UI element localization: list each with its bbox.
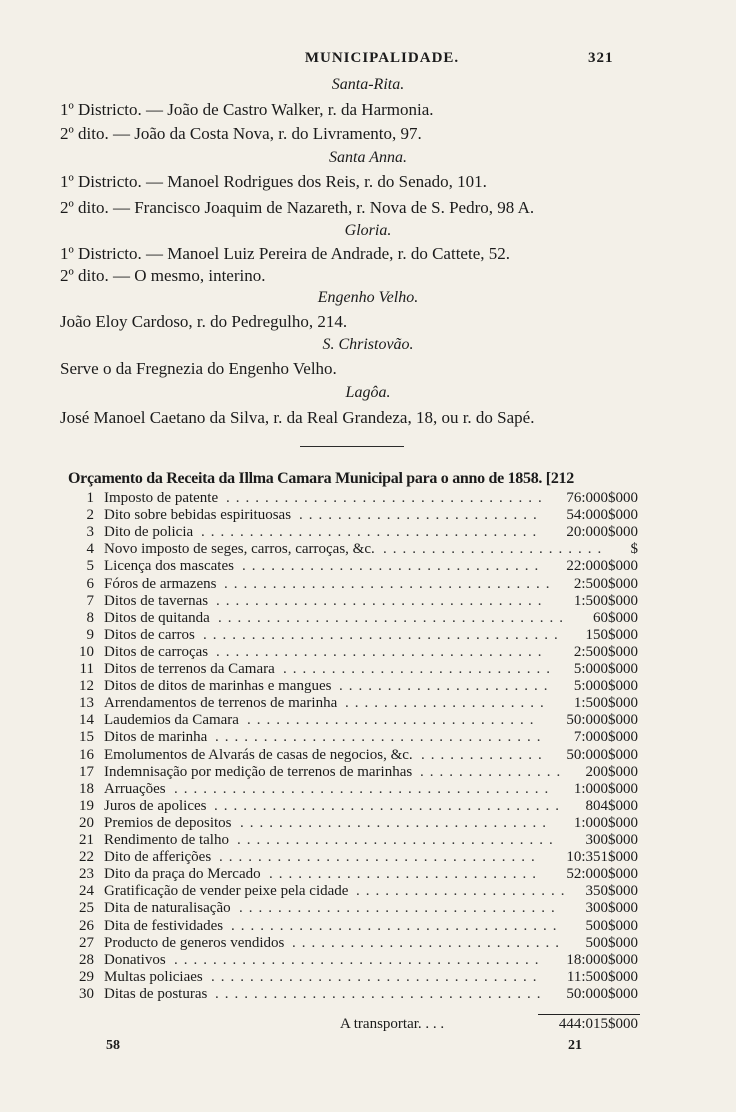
row-number: 22 <box>79 849 94 866</box>
row-number: 2 <box>86 507 94 524</box>
leader-dots: ............. <box>421 746 548 763</box>
row-value: 5:000$000 <box>573 678 638 695</box>
row-number: 14 <box>79 712 94 729</box>
leader-dots: ..................... <box>345 695 550 712</box>
row-description: Dito sobre bebidas espirituosas <box>104 507 292 524</box>
row-number: 12 <box>79 678 94 695</box>
row-description: Dito de policia <box>104 524 194 541</box>
row-description: Fóros de armazens <box>104 575 217 592</box>
row-description: Arrendamentos de terrenos de marinha <box>104 695 338 712</box>
entry-line: 2º dito. — João da Costa Nova, r. do Livramento, 97. <box>60 124 422 143</box>
table-row <box>0 986 736 1003</box>
row-description: Indemnisação por medição de terrenos de marinhas <box>104 763 413 780</box>
table-row <box>0 866 736 883</box>
table-row <box>0 764 736 781</box>
row-value: 1:500$000 <box>573 592 638 609</box>
row-description: Licença dos mascates <box>104 558 234 575</box>
leader-dots: .................................. <box>224 575 556 592</box>
table-row <box>0 524 736 541</box>
row-value: 7:000$000 <box>573 729 638 746</box>
row-value: 10:351$000 <box>566 849 638 866</box>
table-row <box>0 883 736 900</box>
row-description: Ditos de carros <box>104 626 195 643</box>
table-row <box>0 576 736 593</box>
row-description: Novo imposto de seges, carros, carroças, &c. <box>104 541 375 558</box>
row-description: Donativos <box>104 951 166 968</box>
leader-dots: ............................ <box>283 661 556 677</box>
section-heading-santa-anna: Santa Anna. <box>329 149 407 166</box>
leader-dots: .................................... <box>214 797 565 814</box>
table-row <box>0 798 736 815</box>
row-number: 28 <box>79 951 94 968</box>
table-row <box>0 969 736 986</box>
transport-label: A transportar. . . . <box>340 1016 445 1032</box>
row-value: 22:000$000 <box>566 558 638 575</box>
row-number: 24 <box>79 883 94 900</box>
entry-line: 1º Districto. — Manoel Luiz Pereira de Andrade, r. do Cattete, 52. <box>60 244 510 263</box>
row-value: 1:000$000 <box>573 780 638 797</box>
row-value: 60$000 <box>593 609 638 626</box>
table-row <box>0 900 736 917</box>
row-description: Multas policiaes <box>104 968 203 985</box>
table-row <box>0 541 736 558</box>
leader-dots: ............................ <box>269 866 542 883</box>
leader-dots: .................................. <box>215 985 547 1002</box>
row-number: 25 <box>79 900 94 917</box>
row-description: Ditos de ditos de marinhas e mangues <box>104 678 332 695</box>
entry-line: 1º Districto. — João de Castro Walker, r. da Harmonia. <box>60 100 434 119</box>
section-heading-engenho-velho: Engenho Velho. <box>317 289 419 306</box>
row-value: 500$000 <box>585 934 638 951</box>
leader-dots: ................................. <box>226 490 548 506</box>
row-number: 11 <box>79 661 94 677</box>
row-description: Ditos de tavernas <box>104 592 209 609</box>
sum-rule <box>538 1014 640 1015</box>
entry-line: 2º dito. — Francisco Joaquim de Nazareth, r. Nova de S. Pedro, 98 A. <box>60 198 535 217</box>
row-value: 5:000$000 <box>573 661 638 677</box>
table-row <box>0 849 736 866</box>
row-number: 26 <box>79 917 94 934</box>
table-row <box>0 490 736 507</box>
entry-line: José Manoel Caetano da Silva, r. da Real Grandeza, 18, ou r. do Sapé. <box>60 408 535 427</box>
table-row <box>0 918 736 935</box>
table-row <box>0 593 736 610</box>
leader-dots: ......................... <box>299 507 543 524</box>
row-description: Ditos de terrenos da Camara <box>104 661 275 677</box>
row-number: 4 <box>86 541 94 558</box>
row-description: Gratificação de vender peixe pela cidade <box>104 883 349 900</box>
table-row <box>0 952 736 969</box>
row-number: 15 <box>79 729 94 746</box>
row-value: $ <box>630 541 638 558</box>
row-description: Emolumentos de Alvarás de casas de negocios, &c. <box>104 746 413 763</box>
row-value: 150$000 <box>585 626 638 643</box>
leader-dots: ................................ <box>240 814 552 831</box>
leader-dots: ....................... <box>383 541 608 558</box>
row-value: 20:000$000 <box>566 524 638 541</box>
row-value: 50:000$000 <box>566 746 638 763</box>
row-value: 50:000$000 <box>566 985 638 1002</box>
leader-dots: ............... <box>420 763 567 780</box>
row-value: 804$000 <box>585 797 638 814</box>
leader-dots: ..................................... <box>203 626 564 643</box>
row-number: 18 <box>79 780 94 797</box>
row-description: Dita de festividades <box>104 917 224 934</box>
row-number: 29 <box>79 968 94 985</box>
table-row <box>0 678 736 695</box>
row-value: 11:500$000 <box>566 968 638 985</box>
section-divider <box>300 446 404 447</box>
row-description: Dita de naturalisação <box>104 900 231 917</box>
row-description: Dito da praça do Mercado <box>104 866 261 883</box>
table-row <box>0 729 736 746</box>
sheet-number: 21 <box>568 1038 582 1053</box>
row-description: Juros de apolices <box>104 797 207 814</box>
row-value: 1:500$000 <box>573 695 638 712</box>
leader-dots: ................................. <box>239 900 561 917</box>
row-description: Ditos de carroças <box>104 643 209 660</box>
leader-dots: ...................................... <box>174 951 545 968</box>
table-row <box>0 627 736 644</box>
row-value: 300$000 <box>585 900 638 917</box>
leader-dots: ....................................... <box>174 780 555 797</box>
section-heading-santa-rita: Santa-Rita. <box>331 76 405 93</box>
leader-dots: .................................. <box>216 592 548 609</box>
row-number: 20 <box>79 814 94 831</box>
row-description: Ditos de marinha <box>104 729 208 746</box>
row-number: 17 <box>79 763 94 780</box>
row-number: 6 <box>86 575 94 592</box>
table-row <box>0 781 736 798</box>
table-row <box>0 815 736 832</box>
entry-line: Serve o da Fregnezia do Engenho Velho. <box>60 359 337 378</box>
leader-dots: .............................. <box>247 712 540 729</box>
row-number: 3 <box>86 524 94 541</box>
transport-value: 444:015$000 <box>558 1016 638 1032</box>
row-description: Laudemios da Camara <box>104 712 239 729</box>
row-description: Dito de afferições <box>104 849 212 866</box>
row-value: 500$000 <box>585 917 638 934</box>
row-number: 10 <box>79 643 94 660</box>
section-heading-lagoa: Lagôa. <box>345 384 391 401</box>
leader-dots: ............................... <box>242 558 545 575</box>
table-row <box>0 507 736 524</box>
section-heading-s-christovao: S. Christovão. <box>322 336 414 353</box>
row-number: 13 <box>79 695 94 712</box>
row-description: Ditos de quitanda <box>104 609 210 626</box>
row-description: Imposto de patente <box>104 490 219 506</box>
row-number: 1 <box>86 490 94 506</box>
row-number: 9 <box>86 626 94 643</box>
row-number: 5 <box>86 558 94 575</box>
table-row <box>0 661 736 678</box>
row-description: Rendimento de talho <box>104 832 229 848</box>
leader-dots: .................................. <box>215 729 547 746</box>
leader-dots: ................................. <box>219 849 541 866</box>
row-value: 50:000$000 <box>566 712 638 729</box>
leader-dots: .................................. <box>211 968 543 985</box>
leader-dots: .................................... <box>218 609 569 626</box>
leader-dots: ...................... <box>339 678 554 695</box>
table-row <box>0 695 736 712</box>
section-heading-gloria: Gloria. <box>344 222 392 239</box>
row-number: 27 <box>79 934 94 951</box>
table-row <box>0 644 736 661</box>
row-number: 7 <box>86 592 94 609</box>
row-value: 350$000 <box>585 883 638 900</box>
row-value: 18:000$000 <box>566 951 638 968</box>
row-value: 54:000$000 <box>566 507 638 524</box>
row-number: 8 <box>86 609 94 626</box>
row-value: 1:000$000 <box>573 814 638 831</box>
page-number: 321 <box>588 50 614 66</box>
row-description: Ditas de posturas <box>104 985 208 1002</box>
row-number: 23 <box>79 866 94 883</box>
leader-dots: ...................... <box>356 883 571 900</box>
entry-line: João Eloy Cardoso, r. do Pedregulho, 214. <box>60 312 348 331</box>
table-row <box>0 712 736 729</box>
budget-title: Orçamento da Receita da Illma Camara Municipal para o anno de 1858. [212 <box>68 470 574 487</box>
row-value: 200$000 <box>585 763 638 780</box>
row-value: 300$000 <box>585 832 638 848</box>
row-description: Premios de depositos <box>104 814 232 831</box>
row-value: 2:500$000 <box>573 575 638 592</box>
row-value: 76:000$000 <box>566 490 638 506</box>
signature-mark: 58 <box>106 1038 120 1053</box>
row-value: 2:500$000 <box>573 643 638 660</box>
table-row <box>0 610 736 627</box>
row-number: 30 <box>79 985 94 1002</box>
table-row <box>0 935 736 952</box>
table-row <box>0 832 736 849</box>
row-value: 52:000$000 <box>566 866 638 883</box>
leader-dots: ................................. <box>237 832 559 848</box>
row-description: Producto de generos vendidos <box>104 934 285 951</box>
entry-line: 2º dito. — O mesmo, interino. <box>60 266 266 285</box>
leader-dots: ............................ <box>292 934 565 951</box>
leader-dots: .................................. <box>216 643 548 660</box>
table-row <box>0 558 736 575</box>
leader-dots: .................................. <box>231 917 563 934</box>
row-number: 19 <box>79 797 94 814</box>
row-number: 16 <box>79 746 94 763</box>
row-description: Arruações <box>104 780 166 797</box>
table-row <box>0 747 736 764</box>
running-header-title: MUNICIPALIDADE. <box>304 50 460 66</box>
leader-dots: ................................... <box>201 524 543 541</box>
entry-line: 1º Districto. — Manoel Rodrigues dos Reis, r. do Senado, 101. <box>60 172 487 191</box>
row-number: 21 <box>79 832 94 848</box>
